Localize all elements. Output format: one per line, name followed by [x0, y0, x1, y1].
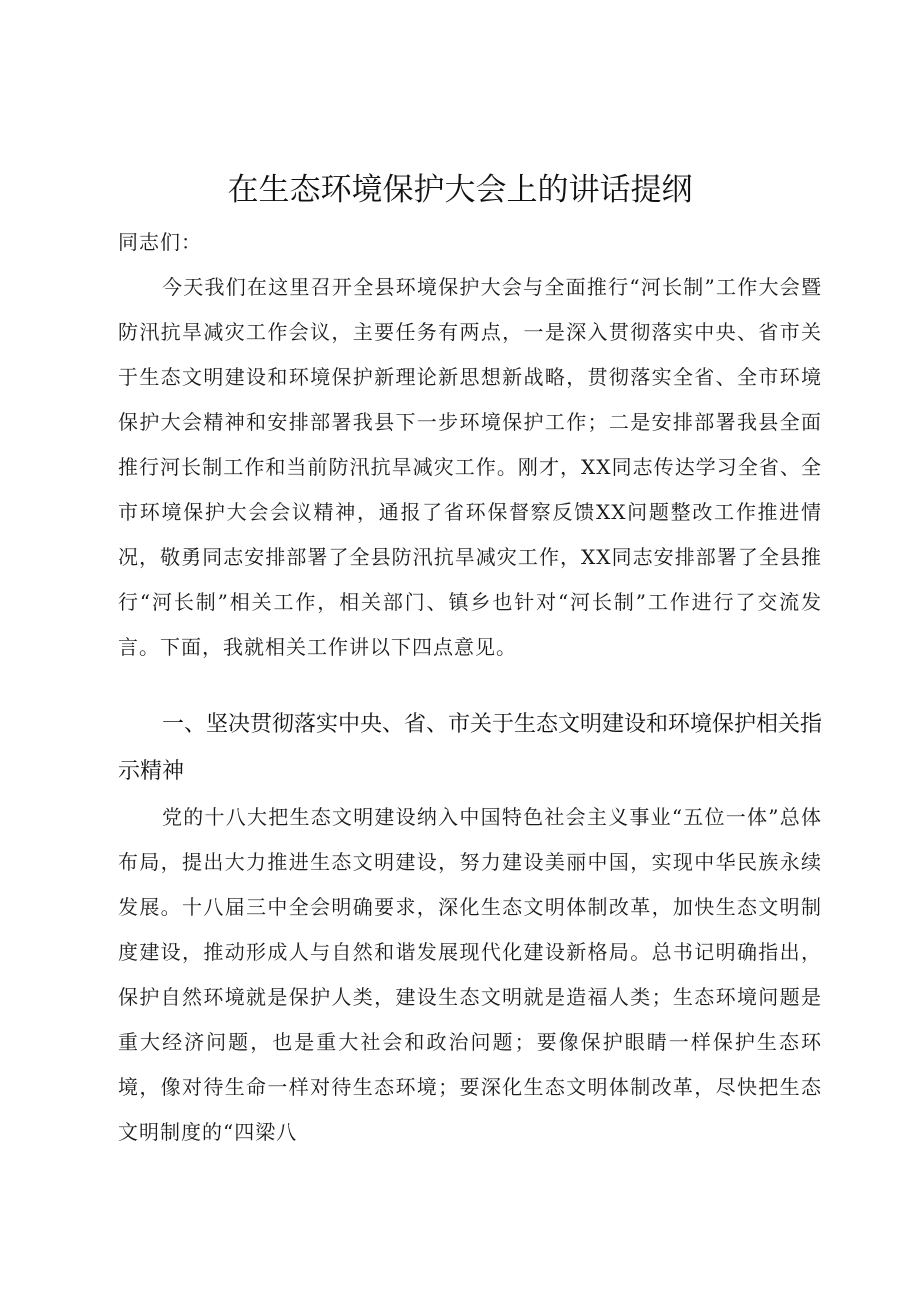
- section-1-paragraph: 党的十八大把生态文明建设纳入中国特色社会主义事业“五位一体”总体布局，提出大力推进生态文明建设，努力建设美丽中国，实现中华民族永续发展。十八届三中全会明确要求，深化生态文明体制改革，加快生态文明制度建设，推动形成人与自然和谐发展现代化建设新格局。总书记明确指出，保护自然环境就是保护人类，建设生态文明就是造福人类；生态环境问题是重大经济问题，也是重大社会和政治问题；要像保护眼睛一样保护生态环境，像对待生命一样对待生态环境；要深化生态文明体制改革，尽快把生态文明制度的“四梁八: [118, 805, 822, 1144]
- opening-paragraph: 今天我们在这里召开全县环境保护大会与全面推行“河长制”工作大会暨防汛抗旱减灾工作会议，主要任务有两点，一是深入贯彻落实中央、省市关于生态文明建设和环境保护新理论新思想新战略，贯彻落实全省、全市环境保护大会精神和安排部署我县下一步环境保护工作；二是安排部署我县全面推行河长制工作和当前防汛抗旱减灾工作。刚才，XX同志传达学习全省、全市环境保护大会会议精神，通报了省环保督察反馈XX问题整改工作推进情况，敬勇同志安排部署了全县防汛抗旱减灾工作，XX同志安排部署了全县推行“河长制”相关工作，相关部门、镇乡也针对“河长制”工作进行了交流发言。下面，我就相关工作讲以下四点意见。: [118, 275, 822, 659]
- section-heading-1: 一、坚决贯彻落实中央、省、市关于生态文明建设和环境保护相关指示精神: [118, 712, 823, 784]
- salutation: 同志们：: [118, 230, 202, 254]
- document-title: 在生态环境保护大会上的讲话提纲: [227, 172, 693, 208]
